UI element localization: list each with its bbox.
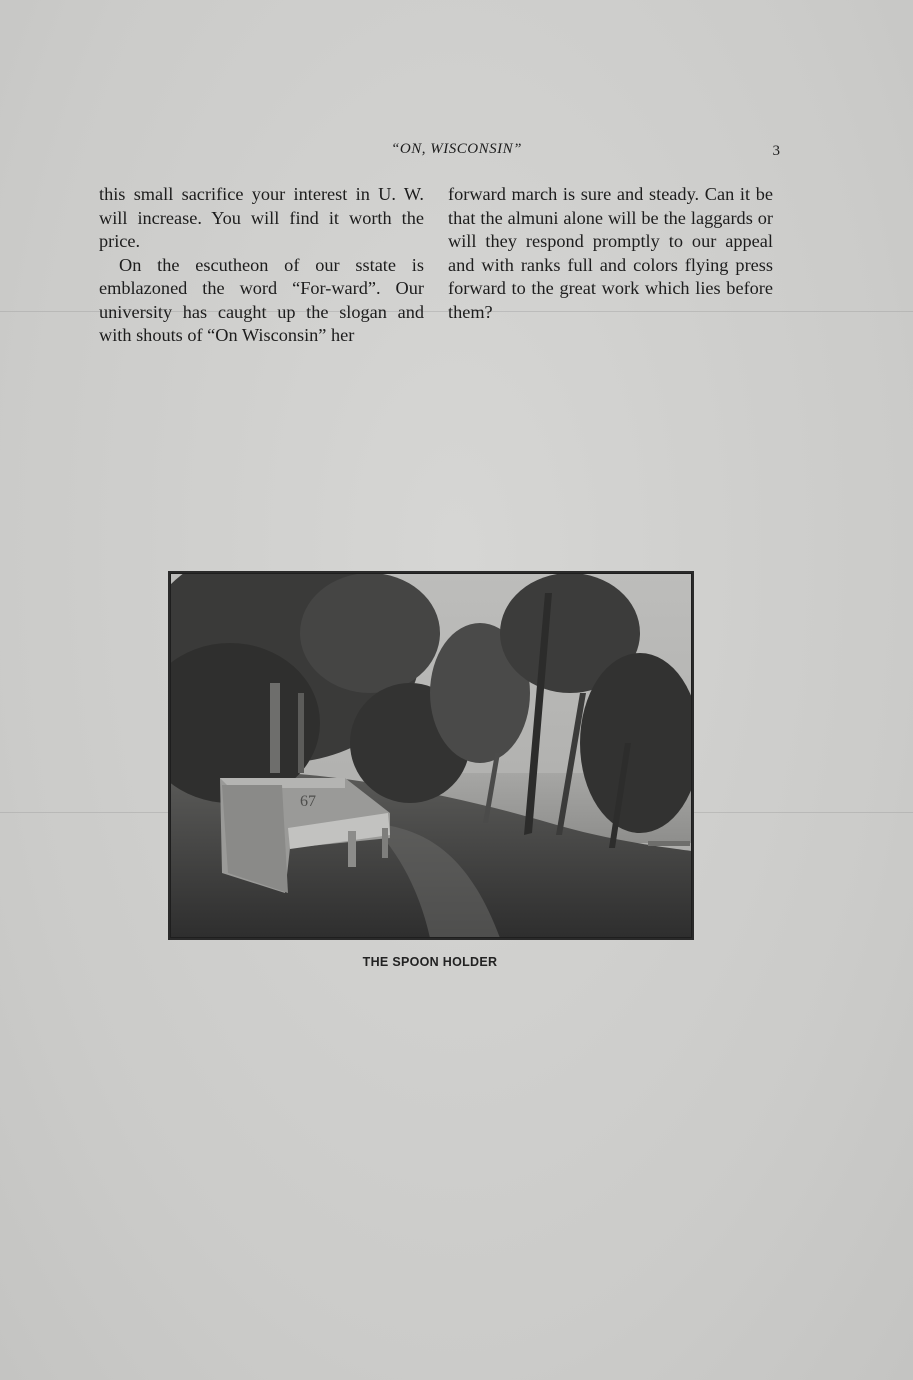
bench-inscription: 67 xyxy=(300,793,316,810)
page-number: 3 xyxy=(772,143,780,159)
text-column-left xyxy=(99,183,424,348)
figure-caption: THE SPOON HOLDER xyxy=(362,955,498,969)
running-title: “ON, WISCONSIN” xyxy=(391,141,522,157)
spoon-holder-photo xyxy=(170,573,692,938)
paragraph: On the escutheon of our sstate is emblazoned the word “For-ward”. Our university has caught up the slogan and with shouts of “On Wisconsin” her xyxy=(99,254,424,345)
halftone-photograph xyxy=(168,571,694,940)
text-column-right xyxy=(448,183,773,324)
paragraph: this small sacrifice your interest in U. W. will increase. You will find it worth the price. xyxy=(99,184,424,251)
paragraph: forward march is sure and steady. Can it be that the almuni alone will be the laggards or will they respond promptly to our appeal and with ranks full and colors flying press forward to the great work which lies before them? xyxy=(448,184,773,322)
